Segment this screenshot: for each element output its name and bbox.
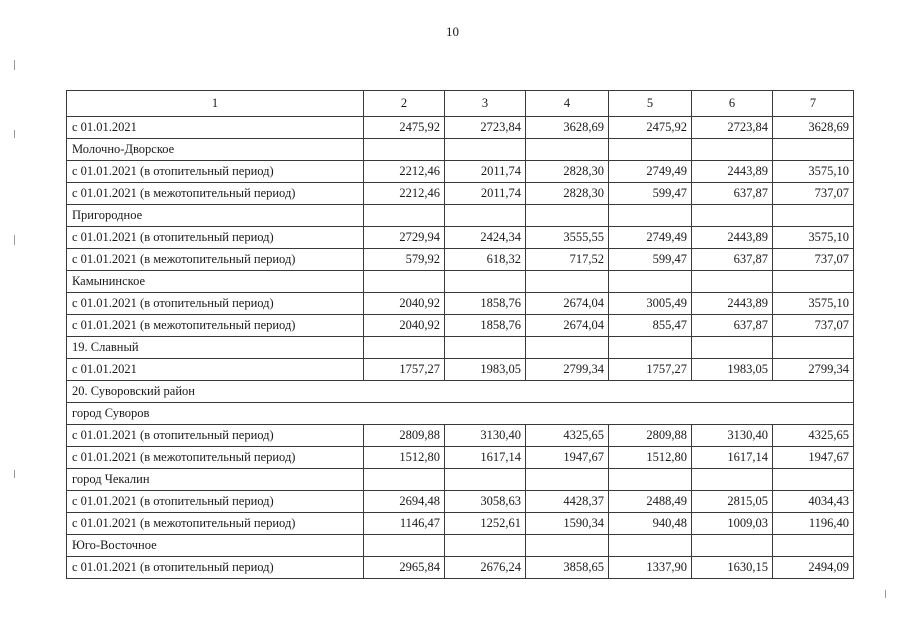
value-cell: 1146,47: [364, 513, 445, 535]
value-cell: 3130,40: [692, 425, 773, 447]
value-cell: 2040,92: [364, 293, 445, 315]
empty-cell: [609, 337, 692, 359]
value-cell: 579,92: [364, 249, 445, 271]
empty-cell: [692, 139, 773, 161]
empty-cell: [526, 469, 609, 491]
value-cell: 1947,67: [773, 447, 854, 469]
value-cell: 2488,49: [609, 491, 692, 513]
empty-cell: [445, 139, 526, 161]
value-cell: 1947,67: [526, 447, 609, 469]
value-cell: 3575,10: [773, 227, 854, 249]
table-row: [67, 161, 854, 183]
value-cell: 599,47: [609, 249, 692, 271]
value-cell: 3005,49: [609, 293, 692, 315]
margin-mark: [14, 130, 15, 138]
value-cell: 2011,74: [445, 161, 526, 183]
value-cell: 637,87: [692, 249, 773, 271]
value-cell: 1617,14: [445, 447, 526, 469]
value-cell: 2494,09: [773, 557, 854, 579]
empty-cell: [526, 271, 609, 293]
row-label: с 01.01.2021 (в отопительный период): [67, 425, 364, 447]
value-cell: 1337,90: [609, 557, 692, 579]
row-label: с 01.01.2021 (в отопительный период): [67, 557, 364, 579]
section-row: [67, 271, 854, 293]
value-cell: 737,07: [773, 315, 854, 337]
table-row: [67, 293, 854, 315]
empty-cell: [609, 205, 692, 227]
row-label: с 01.01.2021 (в межотопительный период): [67, 513, 364, 535]
row-label: с 01.01.2021: [67, 117, 364, 139]
table-row: [67, 425, 854, 447]
section-label: 19. Славный: [67, 337, 364, 359]
section-label: город Суворов: [67, 403, 854, 425]
empty-cell: [364, 535, 445, 557]
value-cell: 3058,63: [445, 491, 526, 513]
value-cell: 2799,34: [526, 359, 609, 381]
value-cell: 618,32: [445, 249, 526, 271]
value-cell: 1630,15: [692, 557, 773, 579]
value-cell: 1196,40: [773, 513, 854, 535]
tariff-table: [66, 90, 854, 579]
value-cell: 855,47: [609, 315, 692, 337]
table-row: [67, 249, 854, 271]
row-label: с 01.01.2021 (в межотопительный период): [67, 249, 364, 271]
margin-mark: [14, 60, 15, 70]
value-cell: 940,48: [609, 513, 692, 535]
empty-cell: [692, 337, 773, 359]
value-cell: 2424,34: [445, 227, 526, 249]
column-header: 5: [609, 91, 692, 117]
row-label: с 01.01.2021: [67, 359, 364, 381]
value-cell: 2475,92: [609, 117, 692, 139]
value-cell: 2799,34: [773, 359, 854, 381]
empty-cell: [445, 469, 526, 491]
empty-cell: [609, 139, 692, 161]
table-row: [67, 227, 854, 249]
value-cell: 2809,88: [609, 425, 692, 447]
empty-cell: [609, 271, 692, 293]
value-cell: 4034,43: [773, 491, 854, 513]
table-row: [67, 117, 854, 139]
column-header: 4: [526, 91, 609, 117]
value-cell: 1757,27: [609, 359, 692, 381]
empty-cell: [773, 271, 854, 293]
value-cell: 2674,04: [526, 293, 609, 315]
section-label: город Чекалин: [67, 469, 364, 491]
value-cell: 3858,65: [526, 557, 609, 579]
value-cell: 1983,05: [445, 359, 526, 381]
empty-cell: [445, 205, 526, 227]
row-label: с 01.01.2021 (в отопительный период): [67, 293, 364, 315]
empty-cell: [773, 205, 854, 227]
row-label: с 01.01.2021 (в межотопительный период): [67, 315, 364, 337]
value-cell: 2809,88: [364, 425, 445, 447]
value-cell: 637,87: [692, 315, 773, 337]
value-cell: 3628,69: [526, 117, 609, 139]
value-cell: 4428,37: [526, 491, 609, 513]
empty-cell: [692, 271, 773, 293]
value-cell: 637,87: [692, 183, 773, 205]
column-header: 2: [364, 91, 445, 117]
value-cell: 3628,69: [773, 117, 854, 139]
table-row: [67, 491, 854, 513]
value-cell: 1983,05: [692, 359, 773, 381]
empty-cell: [364, 271, 445, 293]
section-row: [67, 139, 854, 161]
empty-cell: [526, 205, 609, 227]
column-header: 6: [692, 91, 773, 117]
header-row: [67, 91, 854, 117]
column-header: 1: [67, 91, 364, 117]
value-cell: 2443,89: [692, 161, 773, 183]
section-label: Пригородное: [67, 205, 364, 227]
empty-cell: [773, 535, 854, 557]
value-cell: 2443,89: [692, 293, 773, 315]
section-row: [67, 469, 854, 491]
page-number: 10: [446, 24, 459, 39]
value-cell: 1617,14: [692, 447, 773, 469]
value-cell: 2828,30: [526, 161, 609, 183]
value-cell: 2723,84: [692, 117, 773, 139]
empty-cell: [364, 469, 445, 491]
table-row: [67, 359, 854, 381]
margin-mark: [14, 235, 15, 245]
empty-cell: [773, 469, 854, 491]
value-cell: 2815,05: [692, 491, 773, 513]
value-cell: 1512,80: [364, 447, 445, 469]
value-cell: 737,07: [773, 183, 854, 205]
value-cell: 3130,40: [445, 425, 526, 447]
value-cell: 599,47: [609, 183, 692, 205]
value-cell: 737,07: [773, 249, 854, 271]
row-label: с 01.01.2021 (в отопительный период): [67, 227, 364, 249]
empty-cell: [364, 337, 445, 359]
value-cell: 3555,55: [526, 227, 609, 249]
empty-cell: [773, 337, 854, 359]
section-header-row: [67, 403, 854, 425]
column-header: 7: [773, 91, 854, 117]
value-cell: 2443,89: [692, 227, 773, 249]
value-cell: 2723,84: [445, 117, 526, 139]
empty-cell: [445, 337, 526, 359]
value-cell: 2965,84: [364, 557, 445, 579]
section-row: [67, 535, 854, 557]
value-cell: 2011,74: [445, 183, 526, 205]
value-cell: 717,52: [526, 249, 609, 271]
value-cell: 2212,46: [364, 183, 445, 205]
value-cell: 4325,65: [526, 425, 609, 447]
section-label: 20. Суворовский район: [67, 381, 854, 403]
empty-cell: [609, 469, 692, 491]
value-cell: 2828,30: [526, 183, 609, 205]
value-cell: 1590,34: [526, 513, 609, 535]
empty-cell: [692, 535, 773, 557]
value-cell: 1252,61: [445, 513, 526, 535]
margin-mark: [885, 590, 886, 598]
row-label: с 01.01.2021 (в отопительный период): [67, 161, 364, 183]
value-cell: 2729,94: [364, 227, 445, 249]
column-header: 3: [445, 91, 526, 117]
value-cell: 2475,92: [364, 117, 445, 139]
value-cell: 2674,04: [526, 315, 609, 337]
section-row: [67, 205, 854, 227]
empty-cell: [692, 469, 773, 491]
value-cell: 1512,80: [609, 447, 692, 469]
table-row: [67, 447, 854, 469]
empty-cell: [445, 535, 526, 557]
section-label: Молочно-Дворское: [67, 139, 364, 161]
value-cell: 2040,92: [364, 315, 445, 337]
table-body: [67, 117, 854, 579]
value-cell: 1009,03: [692, 513, 773, 535]
empty-cell: [364, 205, 445, 227]
empty-cell: [526, 535, 609, 557]
value-cell: 1858,76: [445, 293, 526, 315]
empty-cell: [526, 139, 609, 161]
row-label: с 01.01.2021 (в межотопительный период): [67, 447, 364, 469]
empty-cell: [692, 205, 773, 227]
row-label: с 01.01.2021 (в межотопительный период): [67, 183, 364, 205]
empty-cell: [445, 271, 526, 293]
value-cell: 2749,49: [609, 161, 692, 183]
table-row: [67, 513, 854, 535]
empty-cell: [526, 337, 609, 359]
section-row: [67, 337, 854, 359]
value-cell: 2212,46: [364, 161, 445, 183]
section-label: Юго-Восточное: [67, 535, 364, 557]
empty-cell: [609, 535, 692, 557]
table-row: [67, 557, 854, 579]
value-cell: 2676,24: [445, 557, 526, 579]
margin-mark: [14, 470, 15, 478]
table-row: [67, 315, 854, 337]
value-cell: 4325,65: [773, 425, 854, 447]
value-cell: 2694,48: [364, 491, 445, 513]
value-cell: 1757,27: [364, 359, 445, 381]
value-cell: 1858,76: [445, 315, 526, 337]
empty-cell: [773, 139, 854, 161]
empty-cell: [364, 139, 445, 161]
value-cell: 2749,49: [609, 227, 692, 249]
section-label: Камынинское: [67, 271, 364, 293]
row-label: с 01.01.2021 (в отопительный период): [67, 491, 364, 513]
value-cell: 3575,10: [773, 293, 854, 315]
table-row: [67, 183, 854, 205]
section-header-row: [67, 381, 854, 403]
value-cell: 3575,10: [773, 161, 854, 183]
